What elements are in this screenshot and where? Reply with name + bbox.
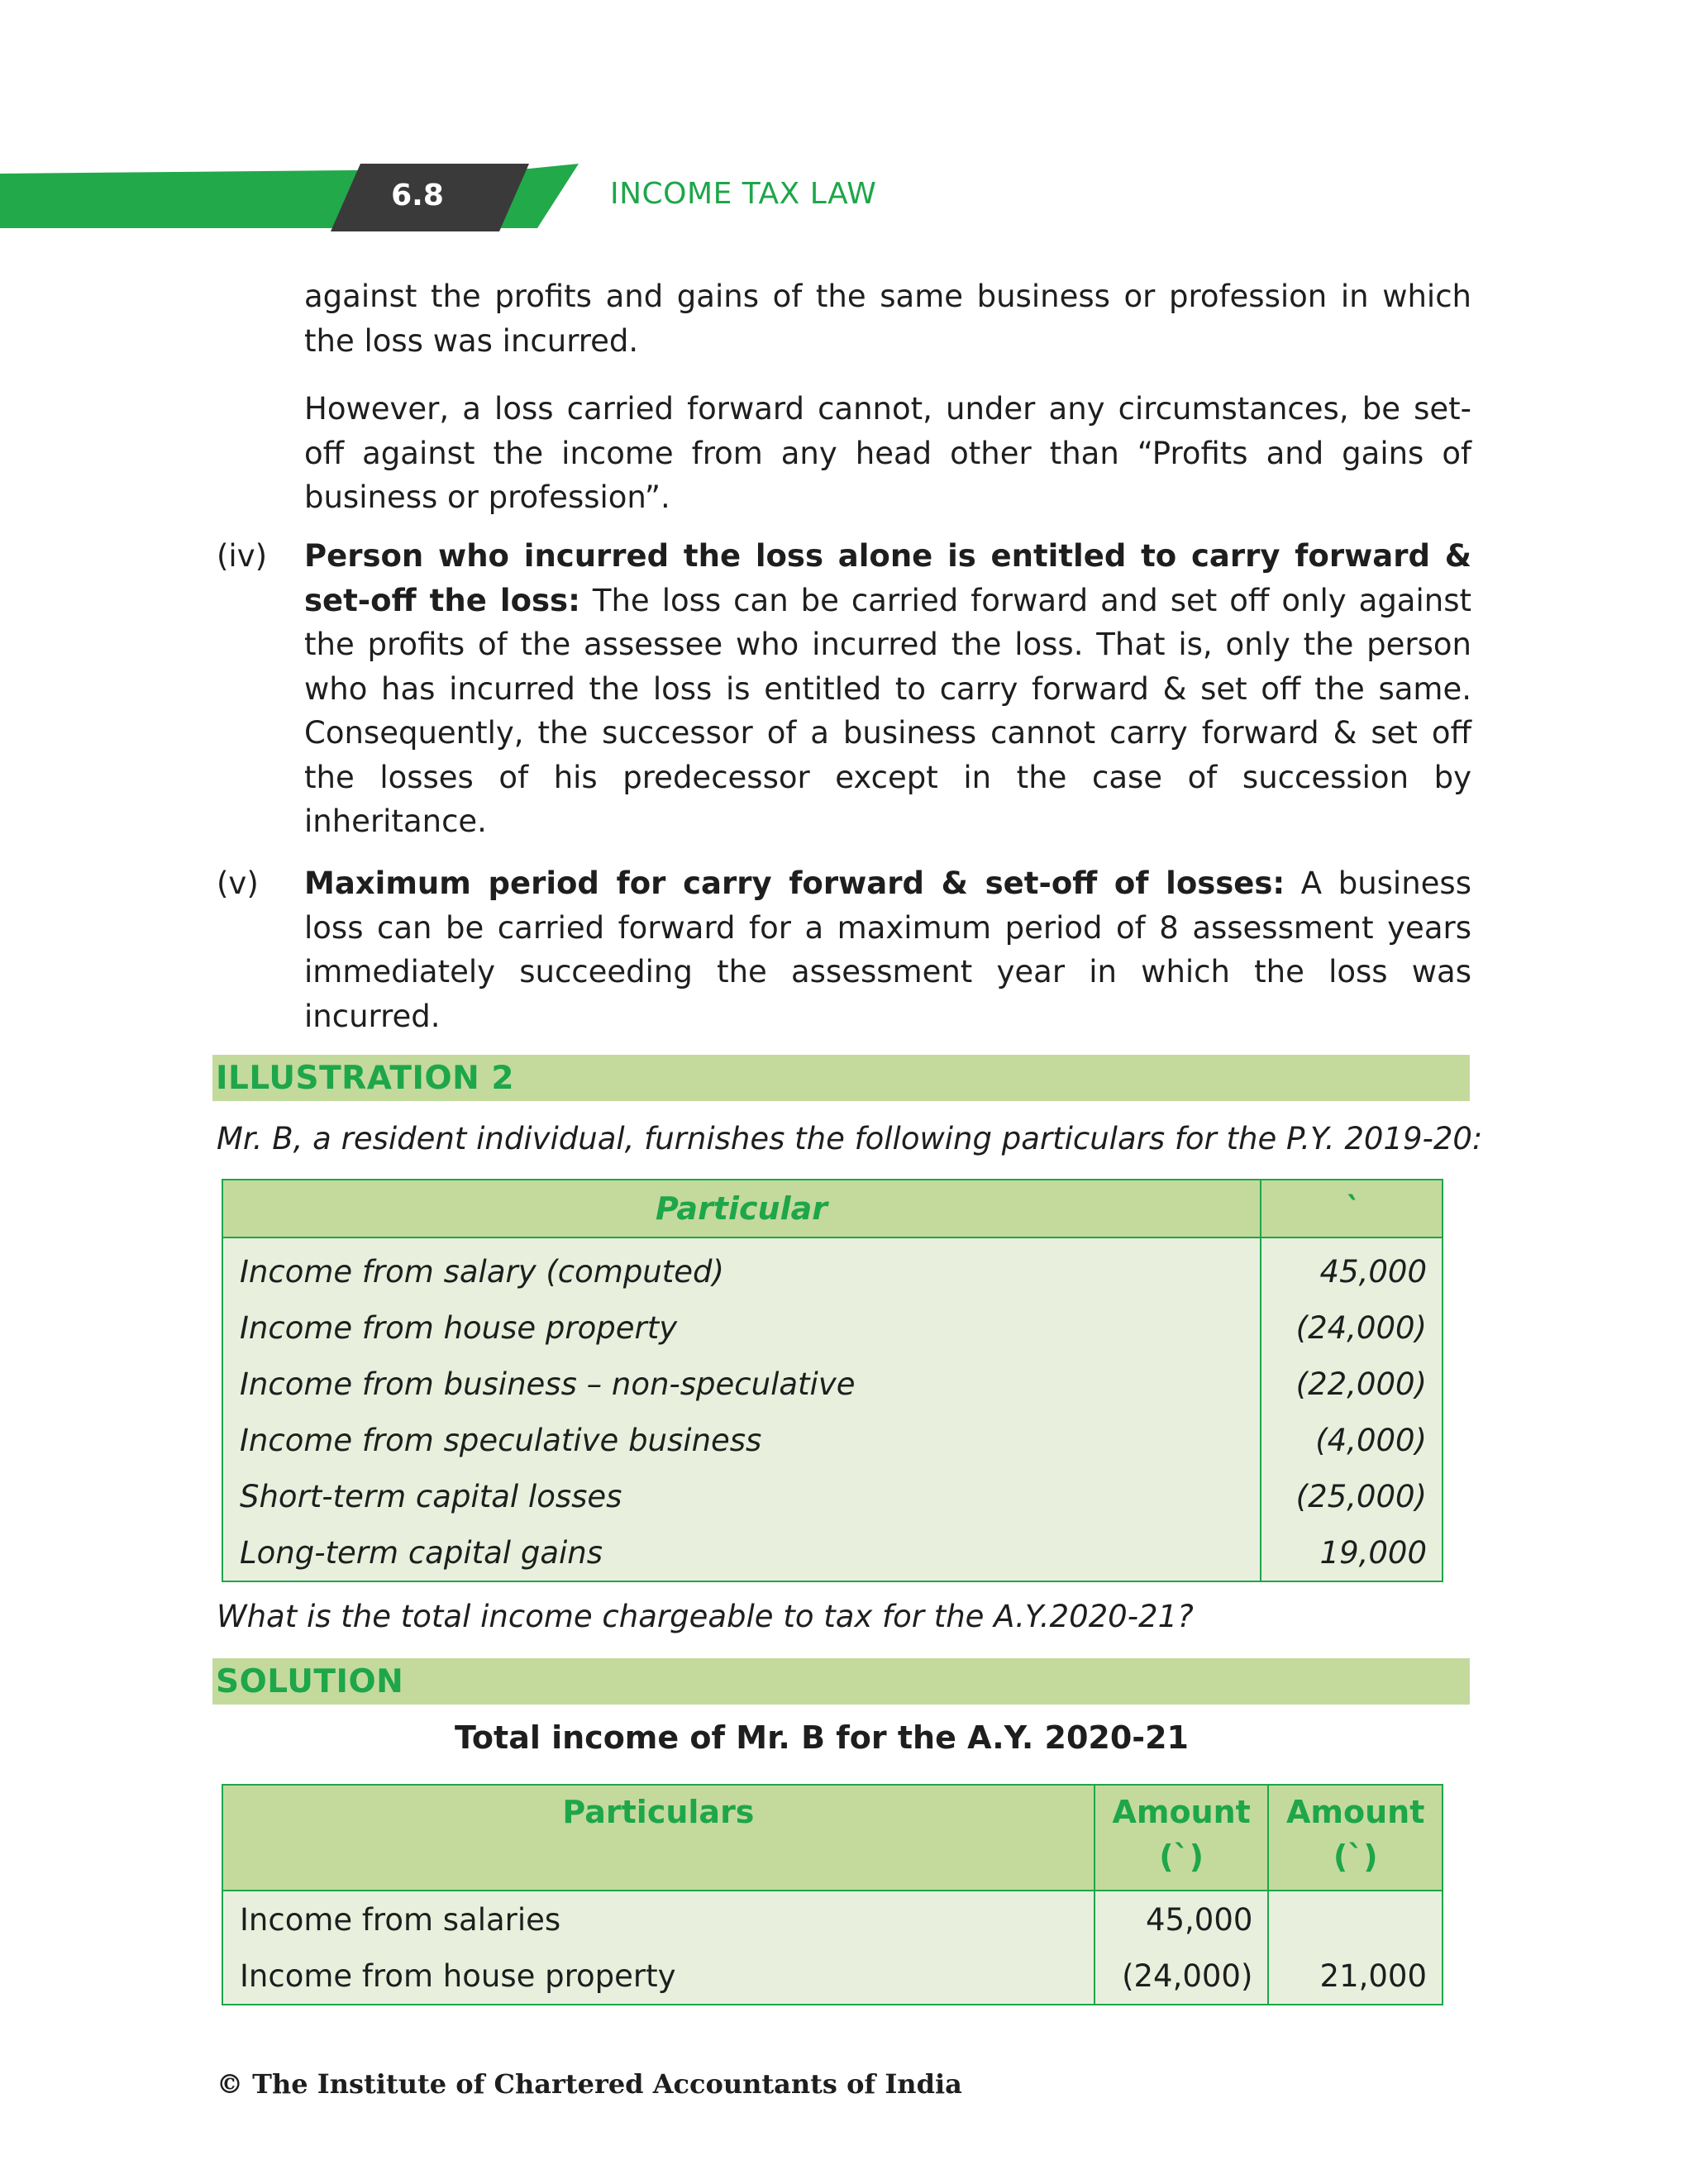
- table-row: [222, 1237, 1443, 1299]
- column-header-particulars: Particulars: [222, 1785, 1094, 1891]
- row-amount: 45,000: [1261, 1237, 1443, 1299]
- row-particular: Income from salaries: [222, 1891, 1094, 1948]
- table-row: [222, 1412, 1443, 1468]
- row-amount: (22,000): [1261, 1356, 1443, 1412]
- row-amount-2: 21,000: [1268, 1948, 1443, 2005]
- column-header-rupee: `: [1261, 1180, 1443, 1237]
- item-v-text: [304, 861, 1471, 1038]
- row-particular: Short-term capital losses: [222, 1468, 1261, 1524]
- table-row: [222, 1524, 1443, 1581]
- item-v-heading: Maximum period for carry forward & set-off of losses:: [304, 865, 1285, 901]
- solution-title: Total income of Mr. B for the A.Y. 2020-21: [455, 1719, 1189, 1756]
- row-amount-1: 45,000: [1094, 1891, 1269, 1948]
- row-amount: 19,000: [1261, 1524, 1443, 1581]
- running-title: INCOME TAX LAW: [610, 177, 877, 211]
- table-header-row: [222, 1785, 1443, 1891]
- row-particular: Income from house property: [222, 1299, 1261, 1356]
- paragraph-1: against the profits and gains of the same business or profession in which the loss was incurred.: [304, 279, 1471, 359]
- page-header: [0, 164, 1693, 231]
- item-v-body: A business loss can be carried forward for a maximum period of 8 assessment years immediately succeeding the assessment year in which the loss was incurred.: [304, 865, 1471, 1034]
- table-row: [222, 1299, 1443, 1356]
- row-amount-2: [1268, 1891, 1443, 1948]
- table-row: [222, 1468, 1443, 1524]
- row-amount-1: (24,000): [1094, 1948, 1269, 2005]
- row-particular: Income from salary (computed): [222, 1237, 1261, 1299]
- item-iv-label: (iv): [217, 538, 268, 574]
- illustration-table: [222, 1179, 1443, 1582]
- row-amount: (4,000): [1261, 1412, 1443, 1468]
- item-v-label: (v): [217, 865, 259, 901]
- row-amount: (25,000): [1261, 1468, 1443, 1524]
- table-row: [222, 1948, 1443, 2005]
- column-header-amount-1: Amount (`): [1094, 1785, 1269, 1891]
- table-row: [222, 1356, 1443, 1412]
- illustration-question: What is the total income chargeable to tax for the A.Y.2020-21?: [217, 1599, 1194, 1634]
- row-amount: (24,000): [1261, 1299, 1443, 1356]
- copyright-footer: © The Institute of Chartered Accountants of India: [217, 2068, 962, 2100]
- solution-heading: SOLUTION: [216, 1663, 404, 1700]
- table-row: [222, 1891, 1443, 1948]
- solution-heading-band: [212, 1658, 1470, 1705]
- row-particular: Long-term capital gains: [222, 1524, 1261, 1581]
- illustration-heading: ILLUSTRATION 2: [216, 1060, 514, 1097]
- solution-table: [222, 1784, 1443, 2005]
- item-iv-body: The loss can be carried forward and set off only against the profits of the assessee who incurred the loss. That is, only the person who has incurred the loss is entitled to carry forward & set off the same. Consequently, the successor of a business cannot carry forward & set off the losses of his predecessor except in the case of succession by inheritance.: [304, 582, 1471, 839]
- column-header-amount-2: Amount (`): [1268, 1785, 1443, 1891]
- paragraph-2: However, a loss carried forward cannot, under any circumstances, be set-off against the income from any head other than “Profits and gains of business or profession”.: [304, 391, 1471, 515]
- page-number: 6.8: [391, 179, 444, 212]
- row-particular: Income from speculative business: [222, 1412, 1261, 1468]
- item-iv-heading: Person who incurred the loss alone is entitled to carry forward & set-off the loss:: [304, 538, 1471, 618]
- illustration-intro: Mr. B, a resident individual, furnishes the following particulars for the P.Y. 2019-20:: [217, 1121, 1483, 1156]
- table-header-row: [222, 1180, 1443, 1237]
- illustration-heading-band: [212, 1055, 1470, 1101]
- column-header-particular: Particular: [222, 1180, 1261, 1237]
- row-particular: Income from house property: [222, 1948, 1094, 2005]
- item-iv-text: [304, 534, 1471, 844]
- row-particular: Income from business – non-speculative: [222, 1356, 1261, 1412]
